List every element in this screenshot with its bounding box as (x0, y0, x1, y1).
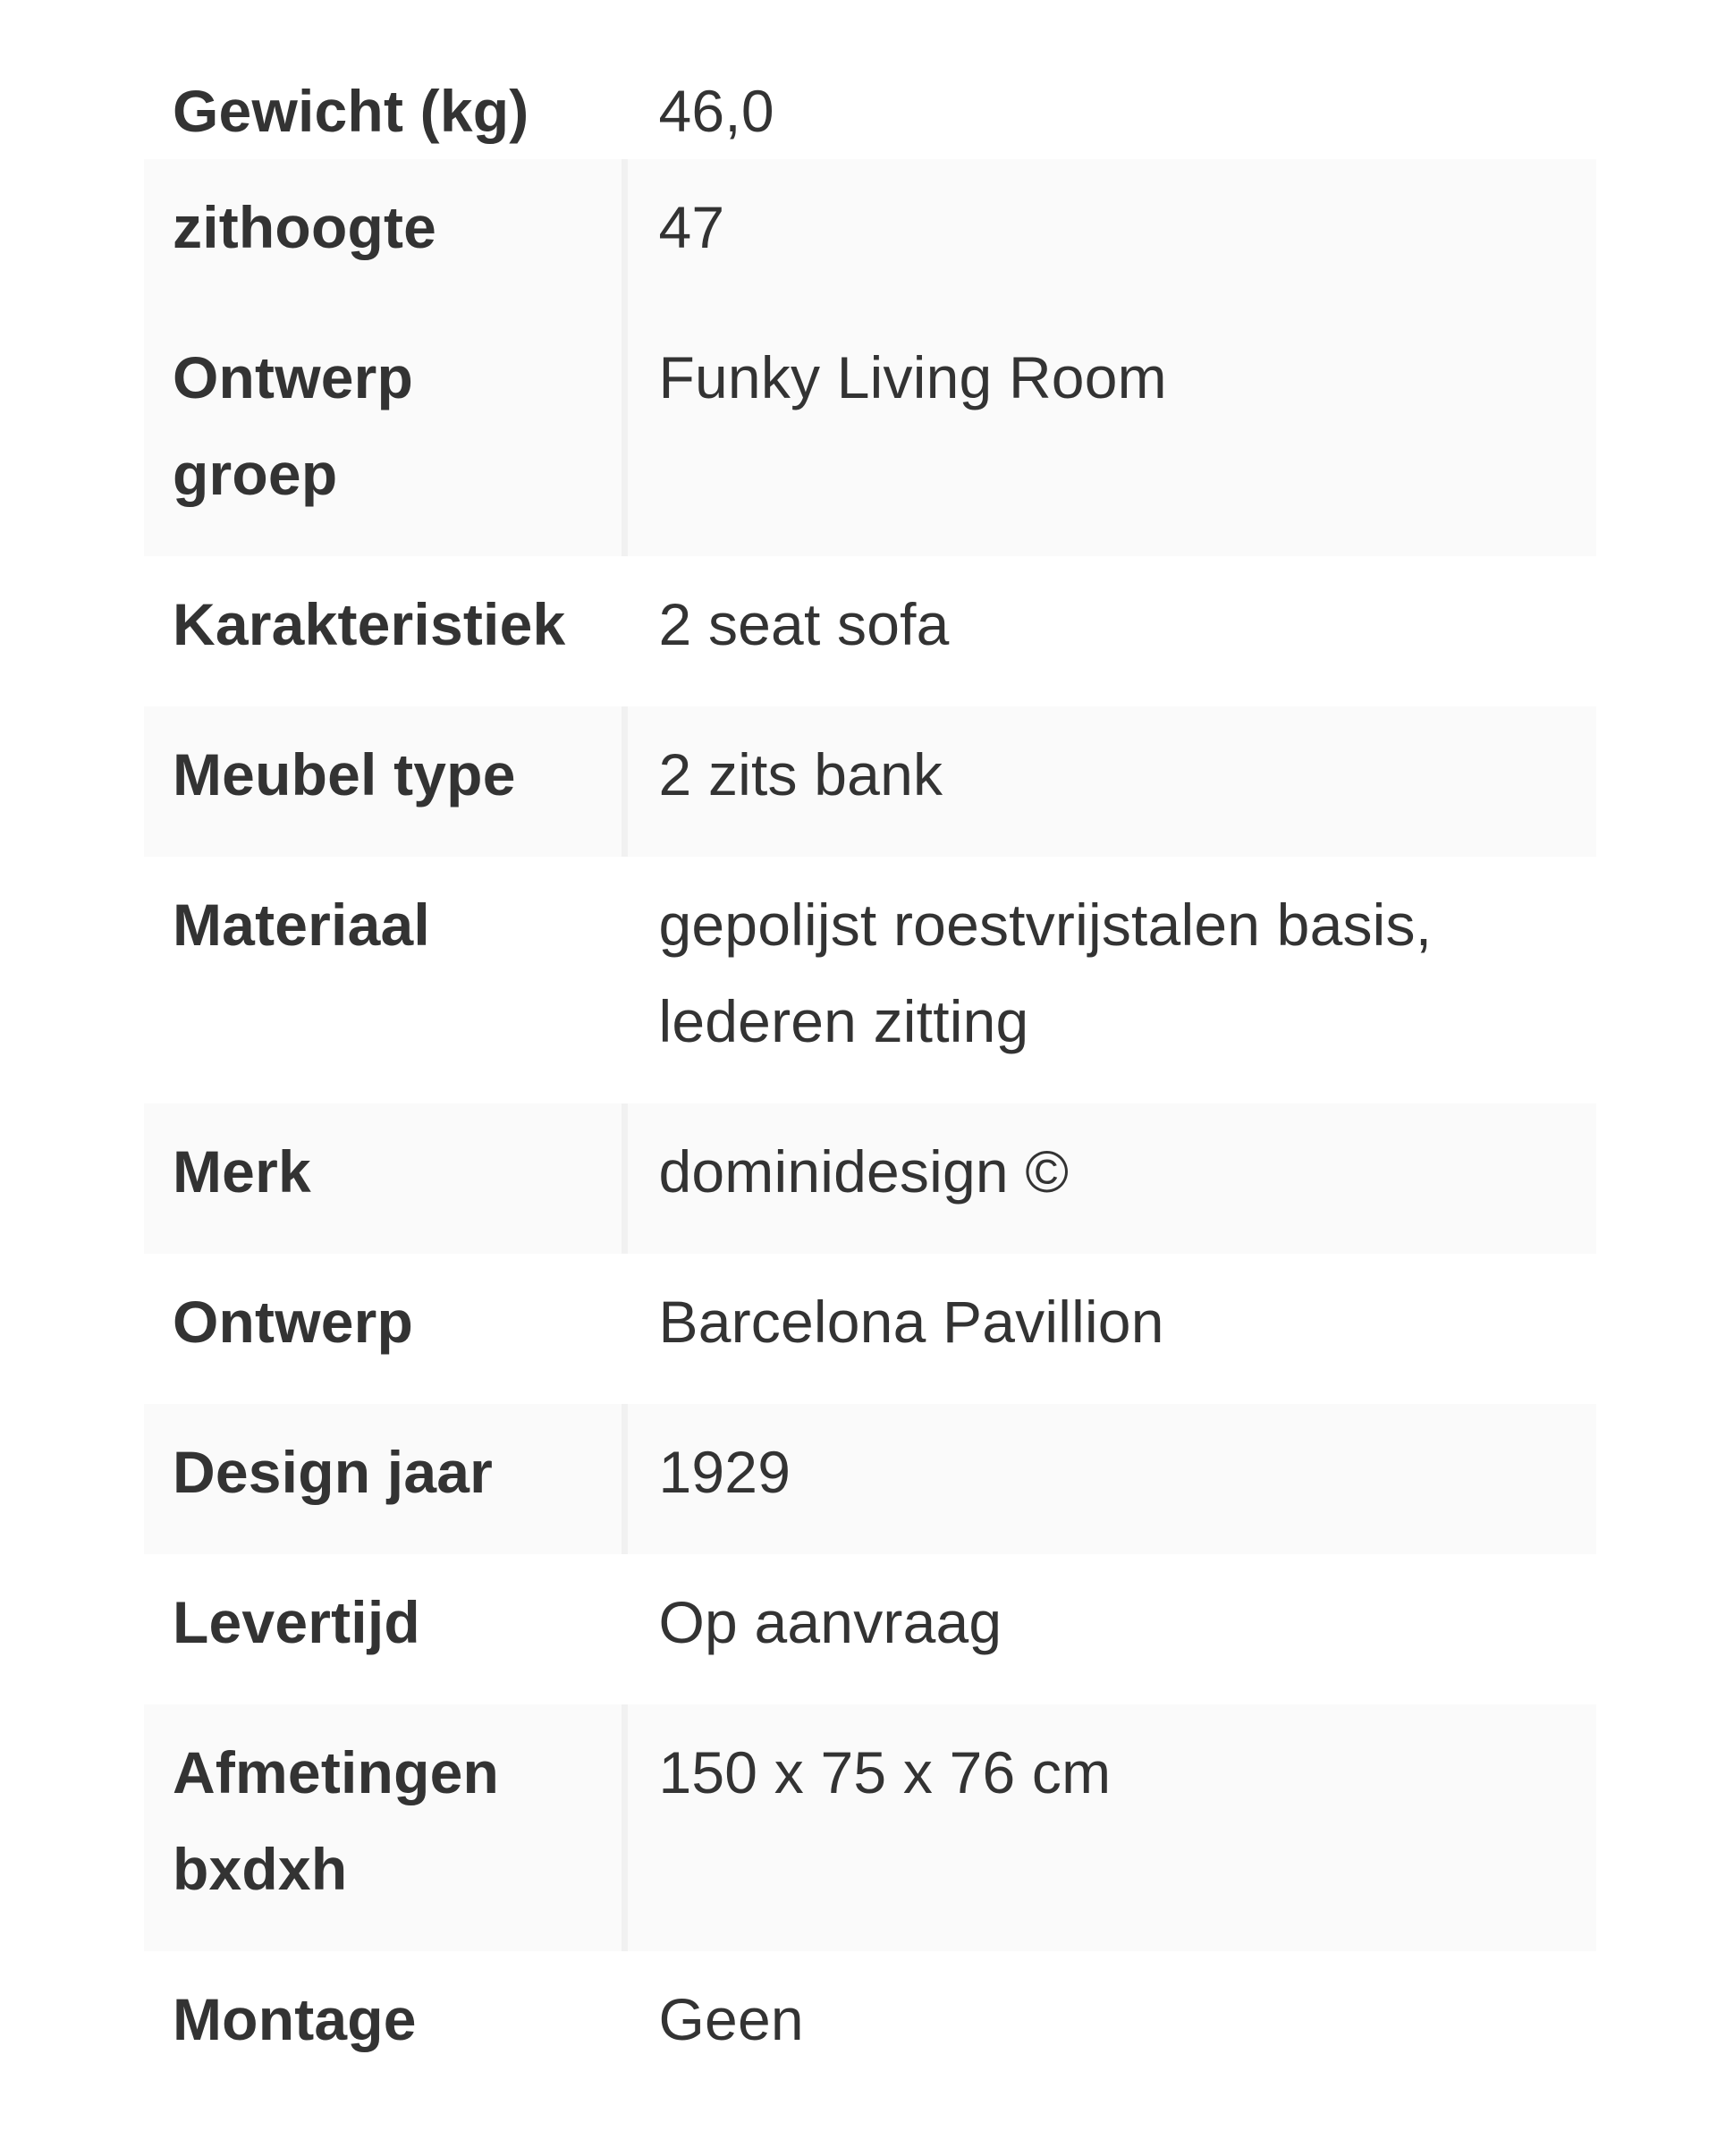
spec-row-montage (144, 1951, 1596, 2087)
spec-label: Materiaal (173, 892, 430, 958)
spec-label: Gewicht (kg) (173, 78, 529, 144)
spec-row-merk (144, 1103, 1596, 1254)
spec-value: 47 (624, 159, 1596, 309)
spec-value: 2 seat sofa (658, 591, 950, 657)
spec-value: 46,0 (658, 78, 774, 144)
spec-label: Karakteristiek (173, 591, 566, 657)
spec-label: Levertijd (173, 1589, 420, 1655)
spec-value: Geen (658, 1986, 804, 2052)
spec-value: 1929 (624, 1404, 1596, 1554)
spec-label: Merk (144, 1103, 624, 1254)
spec-row-design-jaar (144, 1404, 1596, 1554)
spec-label: Design jaar (144, 1404, 624, 1554)
spec-label: Ontwerp groep (144, 309, 624, 556)
spec-row-levertijd (144, 1554, 1596, 1704)
spec-value: dominidesign © (624, 1103, 1596, 1254)
spec-value: Barcelona Pavillion (658, 1289, 1164, 1355)
spec-label: Montage (173, 1986, 417, 2052)
spec-row-ontwerp-groep (144, 309, 1596, 556)
spec-row-zithoogte (144, 159, 1596, 309)
spec-row-karakteristiek (144, 556, 1596, 706)
spec-value: 2 zits bank (624, 706, 1596, 857)
spec-label: zithoogte (144, 159, 624, 309)
spec-row-gewicht (144, 54, 1596, 159)
spec-value: 150 x 75 x 76 cm (624, 1704, 1596, 1951)
spec-label: Meubel type (144, 706, 624, 857)
spec-value: Op aanvraag (658, 1589, 1002, 1655)
spec-row-ontwerp (144, 1254, 1596, 1404)
spec-row-afmetingen (144, 1704, 1596, 1951)
spec-label: Afmetingen bxdxh (144, 1704, 624, 1951)
spec-row-materiaal (144, 857, 1596, 1103)
spec-value: Funky Living Room (624, 309, 1596, 556)
spec-row-meubel-type (144, 706, 1596, 857)
product-specs-table (144, 54, 1596, 2087)
spec-value: gepolijst roestvrijstalen basis, lederen zitting (658, 892, 1433, 1054)
spec-label: Ontwerp (173, 1289, 414, 1355)
